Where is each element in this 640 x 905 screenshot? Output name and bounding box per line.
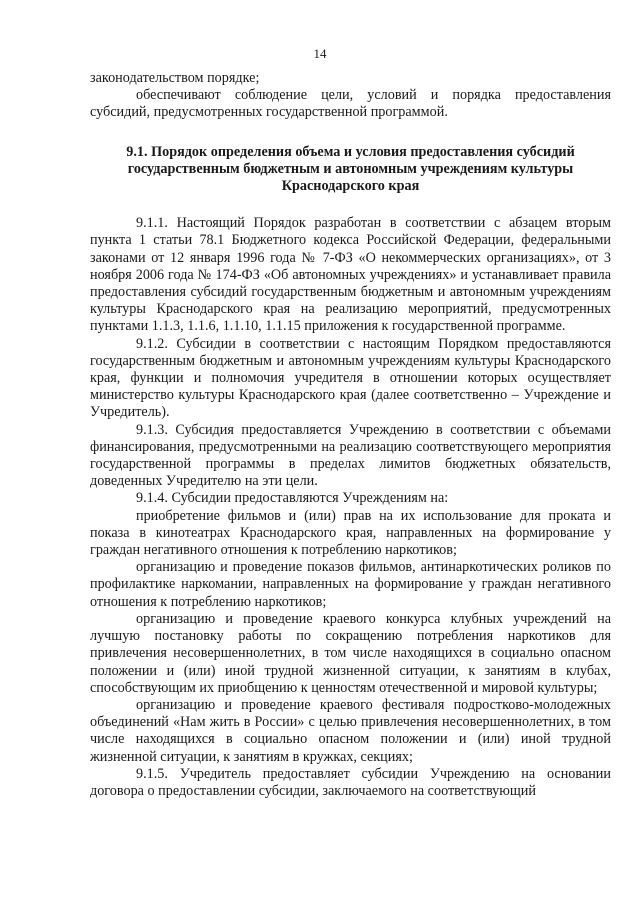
- paragraph-9-1-3: 9.1.3. Субсидия предоставляется Учреждению в соответствии с объемами финансирования, предусмотренными на реализацию соответствующего мероприятия государственной программы в пределах лимитов бюджетных обязательств, доведенных Учредителю на эти цели.: [90, 421, 611, 490]
- section-heading: 9.1. Порядок определения объема и условия предоставления субсидий государственным бюджетным и автономным учреждениям культуры Краснодарского края: [126, 143, 575, 195]
- paragraph-9-1-1: 9.1.1. Настоящий Порядок разработан в соответствии с абзацем вторым пункта 1 статьи 78.1 Бюджетного кодекса Российской Федерации, федеральными законами от 12 января 1996 года № 7-ФЗ «О некоммерческих организациях», от 3 ноября 2006 года № 174-ФЗ «Об автономных учреждениях» и устанавливает правила предоставления субсидий государственным бюджетным и автономным учреждениям культуры Краснодарского края на реализацию мероприятий, предусмотренных пунктами 1.1.3, 1.1.6, 1.1.10, 1.1.15 приложения к государственной программе.: [90, 215, 611, 335]
- paragraph-9-1-2: 9.1.2. Субсидии в соответствии с настоящим Порядком предоставляются государственным бюджетным и автономным учреждениям культуры Краснодарского края, функции и полномочия учредителя в отношении которых осуществляет министерство культуры Краснодарского края (далее соответственно – Учреждение и Учредитель).: [90, 335, 611, 421]
- paragraph-9-1-5: 9.1.5. Учредитель предоставляет субсидии Учреждению на основании договора о предоставлении субсидии, заключаемого на соответствующий: [90, 765, 611, 799]
- document-body: [90, 70, 611, 800]
- paragraph: обеспечивают соблюдение цели, условий и порядка предоставления субсидий, предусмотренных государственной программой.: [90, 87, 611, 121]
- page-number: 14: [313, 46, 327, 61]
- paragraph-9-1-4: 9.1.4. Субсидии предоставляются Учреждениям на:: [136, 490, 449, 507]
- list-item-screenings: организацию и проведение показов фильмов, антинаркотических роликов по профилактике наркомании, направленных на формирование у граждан негативного отношения к потреблению наркотиков;: [90, 559, 611, 610]
- list-item-films: приобретение фильмов и (или) прав на их использование для проката и показа в кинотеатрах Краснодарского края, направленных на формирование у граждан негативного отношения к потреблению наркотиков;: [90, 507, 611, 559]
- paragraph-continuation: законодательством порядке;: [90, 70, 260, 86]
- list-item-contest: организацию и проведение краевого конкурса клубных учреждений на лучшую постановку работы по сокращению потребления наркотиков для привлечения несовершеннолетних, в том числе находящихся в социально опасном положении и (или) иной трудной жизненной ситуации, к занятиям в клубах, способствующим их приобщению к ценностям отечественной и мировой культуры;: [90, 610, 611, 696]
- list-item-festival: организацию и проведение краевого фестиваля подростково-молодежных объединений «Нам жить в России» с целью привлечения несовершеннолетних, в том числе находящихся в социально опасном положении и (или) иной трудной жизненной ситуации, к занятиям в кружках, секциях;: [90, 696, 611, 765]
